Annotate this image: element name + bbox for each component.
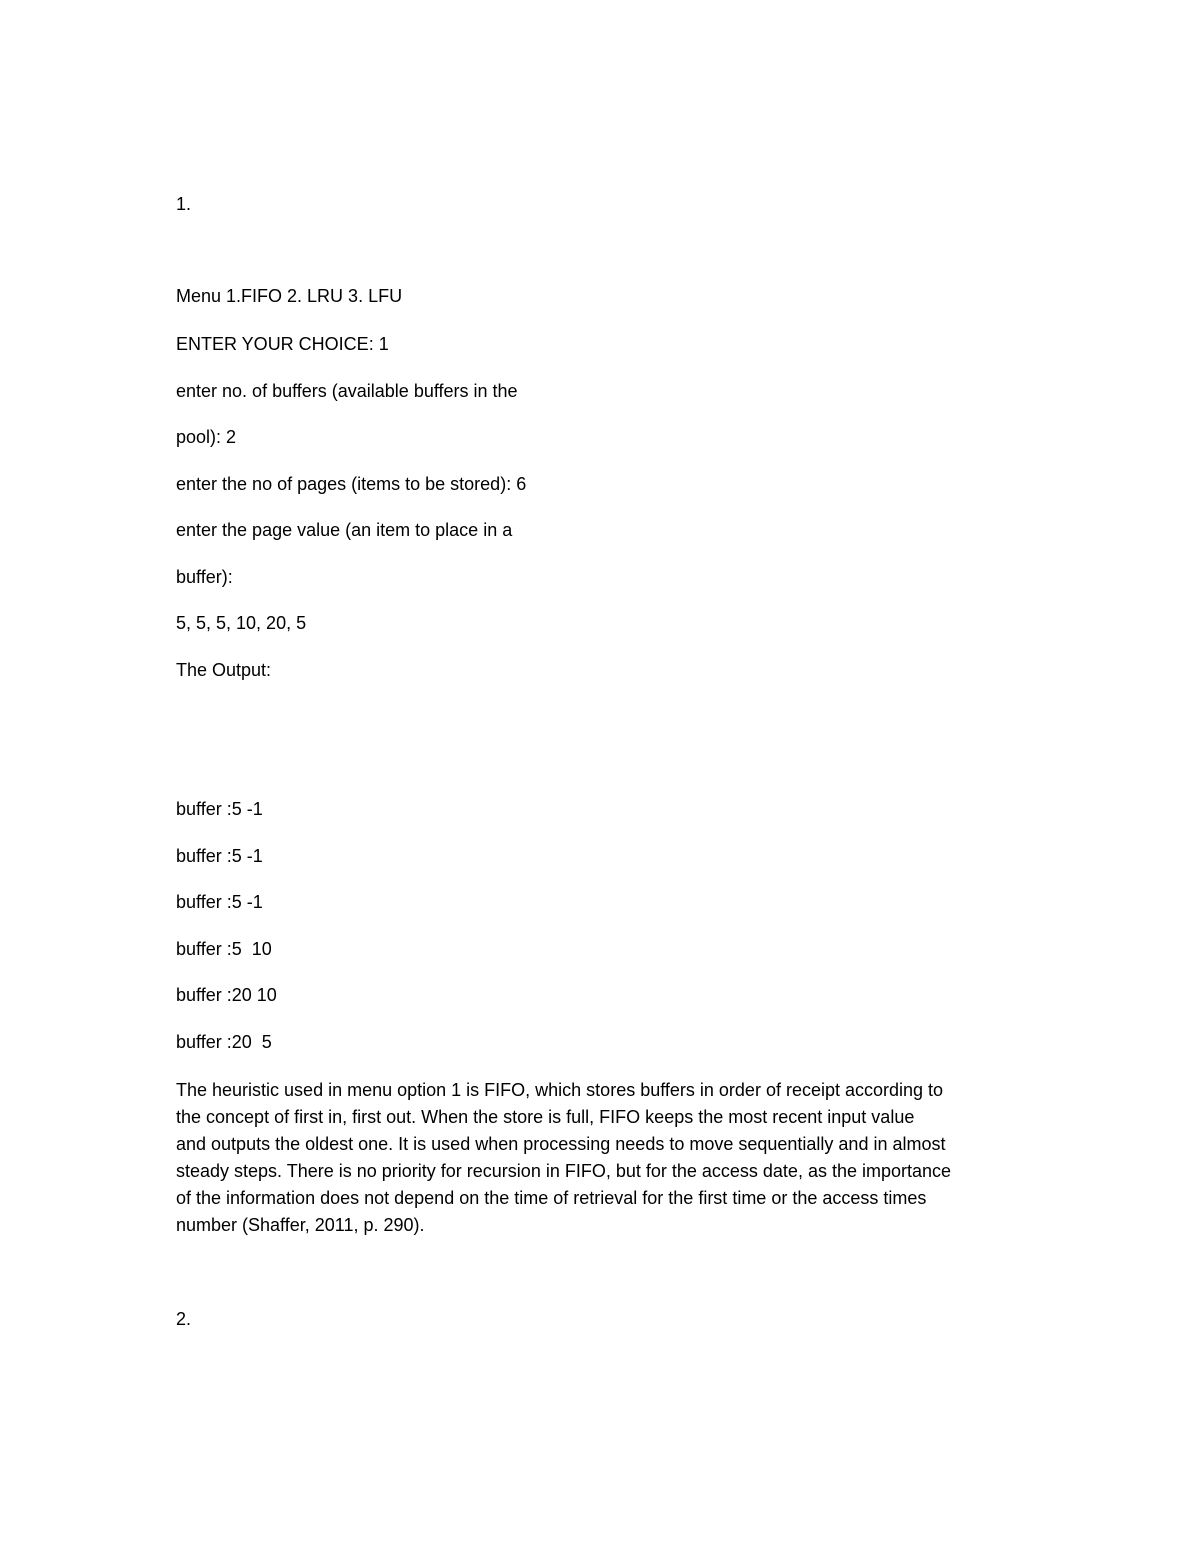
paragraph-line: The heuristic used in menu option 1 is FIFO, which stores buffers in order of receipt according to — [176, 1080, 944, 1100]
paragraph-line: steady steps. There is no priority for recursion in FIFO, but for the access date, as the importance — [176, 1161, 952, 1181]
output-line: buffer :5 -1 — [176, 799, 263, 819]
output-line: buffer :20 5 — [176, 1032, 272, 1052]
output-line: buffer :20 10 — [176, 985, 277, 1005]
buffers-prompt-line-1: enter no. of buffers (available buffers in the — [176, 381, 518, 401]
output-line: buffer :5 -1 — [176, 892, 263, 912]
paragraph-line: and outputs the oldest one. It is used when processing needs to move sequentially and in almost — [176, 1134, 946, 1154]
section-2-number: 2. — [176, 1309, 192, 1329]
choice-line: ENTER YOUR CHOICE: 1 — [176, 334, 389, 354]
value-prompt-line-1: enter the page value (an item to place in a — [176, 520, 513, 540]
explanation-paragraph — [176, 1077, 1026, 1239]
buffers-prompt-line-2: pool): 2 — [176, 427, 237, 447]
output-line: buffer :5 -1 — [176, 846, 263, 866]
output-line: buffer :5 10 — [176, 939, 272, 959]
page-values-line: 5, 5, 5, 10, 20, 5 — [176, 613, 307, 633]
value-prompt-line-2: buffer): — [176, 567, 233, 587]
paragraph-line: of the information does not depend on the time of retrieval for the first time or the access times — [176, 1188, 927, 1208]
pages-prompt-line: enter the no of pages (items to be stored): 6 — [176, 474, 527, 494]
paragraph-line: number (Shaffer, 2011, p. 290). — [176, 1215, 425, 1235]
menu-line: Menu 1.FIFO 2. LRU 3. LFU — [176, 286, 403, 306]
output-label: The Output: — [176, 660, 272, 680]
paragraph-line: the concept of first in, first out. When the store is full, FIFO keeps the most recent input value — [176, 1107, 915, 1127]
section-1-number: 1. — [176, 194, 192, 214]
